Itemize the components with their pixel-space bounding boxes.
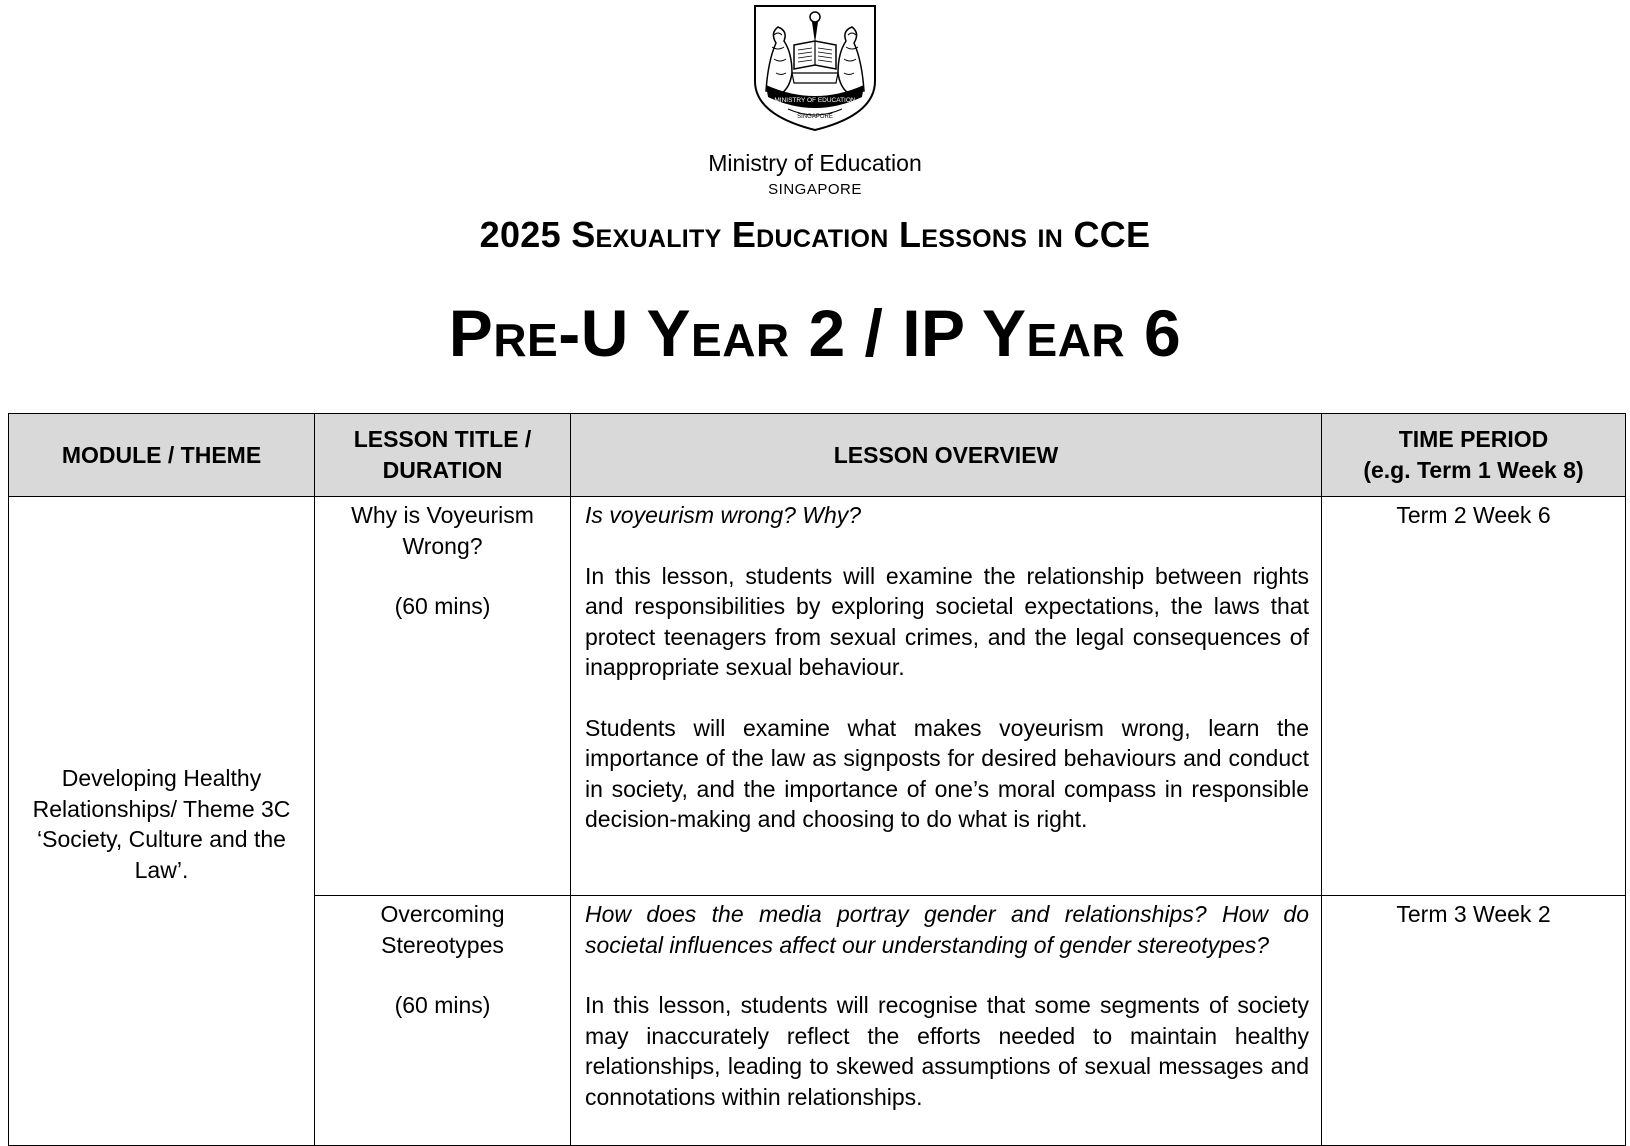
time-period-cell: Term 2 Week 6 (1322, 497, 1626, 896)
lesson-title: Overcoming Stereotypes (380, 901, 505, 958)
header-time-line2: (e.g. Term 1 Week 8) (1363, 457, 1584, 483)
ministry-crest-logo (752, 3, 878, 133)
ministry-name: Ministry of Education (708, 150, 922, 176)
lesson-duration: (60 mins) (394, 593, 491, 619)
level-title: Pre-U Year 2 / IP Year 6 (448, 296, 1182, 370)
country-name: SINGAPORE (768, 181, 862, 198)
lesson-title: Why is Voyeurism Wrong? (351, 502, 534, 559)
module-theme-cell: Developing Healthy Relationships/ Theme 3C ‘Society, Culture and the Law’. (9, 497, 315, 1146)
header-time-line1: TIME PERIOD (1398, 426, 1549, 452)
lesson-overview-cell (571, 896, 1322, 1146)
lesson-overview-cell (571, 497, 1322, 896)
table-row (9, 497, 1626, 896)
overview-paragraph: In this lesson, students will examine the relationship between rights and responsibilities by exploring societal expectations, the laws that protect teenagers from sexual crimes, and the legal consequences of inappropriate sexual behaviour. (585, 562, 1309, 680)
guiding-question: Is voyeurism wrong? Why? (585, 502, 862, 528)
header-overview: LESSON OVERVIEW (571, 414, 1322, 497)
overview-paragraph: In this lesson, students will recognise that some segments of society may inaccurately reflect the efforts needed to maintain healthy relationships, leading to skewed assumptions of sexual messages and connotations within relationships. (585, 992, 1309, 1110)
svg-text:SINGAPORE: SINGAPORE (797, 114, 833, 120)
time-period-cell: Term 3 Week 2 (1322, 896, 1626, 1146)
header-lesson-title-line2: DURATION (382, 457, 503, 483)
guiding-question: How does the media portray gender and relationships? How do societal influences affect our understanding of gender stereotypes? (585, 901, 1309, 958)
lessons-table (8, 413, 1626, 1146)
table-header-row (9, 414, 1626, 497)
overview-paragraph: Students will examine what makes voyeurism wrong, learn the importance of the law as signposts for desired behaviours and conduct in society, and the importance of one’s moral compass in responsible decision-making and choosing to do what is right. (585, 714, 1309, 832)
lesson-duration: (60 mins) (394, 992, 491, 1018)
svg-text:MINISTRY OF EDUCATION: MINISTRY OF EDUCATION (774, 97, 856, 104)
lesson-title-cell (315, 896, 571, 1146)
lesson-title-cell (315, 497, 571, 896)
header-lesson-title (315, 414, 571, 497)
header-time-period (1322, 414, 1626, 497)
header-lesson-title-line1: LESSON TITLE / (353, 426, 532, 452)
document-title: 2025 Sexuality Education Lessons in CCE (479, 214, 1151, 255)
header-module: MODULE / THEME (9, 414, 315, 497)
